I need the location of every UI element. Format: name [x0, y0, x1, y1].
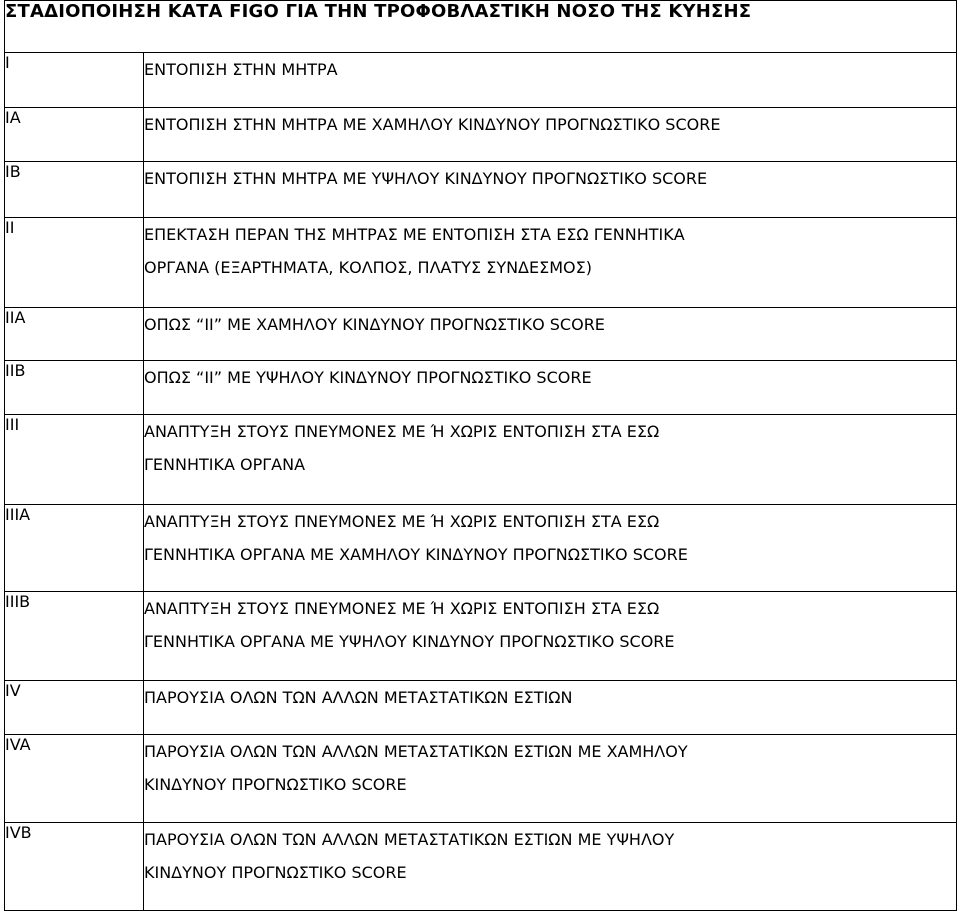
table-row	[5, 162, 957, 218]
table-row	[5, 361, 957, 415]
stage-description	[144, 415, 957, 505]
stage-label: III	[5, 415, 144, 505]
stage-description	[144, 505, 957, 592]
description-line: ΓΕΝΝΗΤΙΚΑ ΟΡΓΑΝΑ	[144, 455, 306, 474]
table-row	[5, 53, 957, 108]
table-row	[5, 218, 957, 308]
stage-label: IIA	[5, 308, 144, 361]
stage-label: IVB	[5, 823, 144, 911]
description-line: ΑΝΑΠΤΥΞΗ ΣΤΟΥΣ ΠΝΕΥΜΟΝΕΣ ΜΕ Ή ΧΩΡΙΣ ΕΝΤΟΠΙΣΗ ΣΤΑ ΕΣΩ	[144, 512, 660, 531]
stage-label: IVA	[5, 735, 144, 823]
stage-description	[144, 735, 957, 823]
stage-description	[144, 108, 957, 162]
stage-label: IV	[5, 681, 144, 735]
stage-description	[144, 592, 957, 681]
stage-label: II	[5, 218, 144, 308]
stage-description	[144, 162, 957, 218]
stage-label: IIIA	[5, 505, 144, 592]
stage-label: IIB	[5, 361, 144, 415]
description-line: ΕΝΤΟΠΙΣΗ ΣΤΗΝ ΜΗΤΡΑ	[144, 60, 338, 79]
description-line: ΚΙΝΔΥΝΟΥ ΠΡΟΓΝΩΣΤΙΚΟ SCORE	[144, 863, 407, 882]
table-row	[5, 681, 957, 735]
figo-staging-table	[4, 0, 957, 911]
title-row	[5, 1, 957, 53]
document	[4, 0, 956, 918]
description-line: ΕΠΕΚΤΑΣΗ ΠΕΡΑΝ ΤΗΣ ΜΗΤΡΑΣ ΜΕ ΕΝΤΟΠΙΣΗ ΣΤΑ ΕΣΩ ΓΕΝΝΗΤΙΚΑ	[144, 225, 685, 244]
stage-description	[144, 361, 957, 415]
description-line: ΓΕΝΝΗΤΙΚΑ ΟΡΓΑΝΑ ΜΕ ΧΑΜΗΛΟΥ ΚΙΝΔΥΝΟΥ ΠΡΟΓΝΩΣΤΙΚΟ SCORE	[144, 545, 688, 564]
description-line: ΚΙΝΔΥΝΟΥ ΠΡΟΓΝΩΣΤΙΚΟ SCORE	[144, 775, 407, 794]
description-line: ΟΡΓΑΝΑ (ΕΞΑΡΤΗΜΑΤΑ, ΚΟΛΠΟΣ, ΠΛΑΤΥΣ ΣΥΝΔΕΣΜΟΣ)	[144, 258, 592, 277]
description-line: ΠΑΡΟΥΣΙΑ ΟΛΩΝ ΤΩΝ ΑΛΛΩΝ ΜΕΤΑΣΤΑΤΙΚΩΝ ΕΣΤΙΩΝ	[144, 688, 573, 707]
table-row	[5, 108, 957, 162]
table-row	[5, 823, 957, 911]
description-line: ΑΝΑΠΤΥΞΗ ΣΤΟΥΣ ΠΝΕΥΜΟΝΕΣ ΜΕ Ή ΧΩΡΙΣ ΕΝΤΟΠΙΣΗ ΣΤΑ ΕΣΩ	[144, 599, 660, 618]
table-row	[5, 308, 957, 361]
stage-description	[144, 218, 957, 308]
description-line: ΕΝΤΟΠΙΣΗ ΣΤΗΝ ΜΗΤΡΑ ΜΕ ΧΑΜΗΛΟΥ ΚΙΝΔΥΝΟΥ ΠΡΟΓΝΩΣΤΙΚΟ SCORE	[144, 115, 721, 134]
description-line: ΓΕΝΝΗΤΙΚΑ ΟΡΓΑΝΑ ΜΕ ΥΨΗΛΟΥ ΚΙΝΔΥΝΟΥ ΠΡΟΓΝΩΣΤΙΚΟ SCORE	[144, 632, 675, 651]
stage-description	[144, 53, 957, 108]
table-row	[5, 592, 957, 681]
stage-label: IIIB	[5, 592, 144, 681]
description-line: ΕΝΤΟΠΙΣΗ ΣΤΗΝ ΜΗΤΡΑ ΜΕ ΥΨΗΛΟΥ ΚΙΝΔΥΝΟΥ ΠΡΟΓΝΩΣΤΙΚΟ SCORE	[144, 169, 708, 188]
table-row	[5, 415, 957, 505]
stage-label: I	[5, 53, 144, 108]
stage-description	[144, 823, 957, 911]
stage-label: IA	[5, 108, 144, 162]
description-line: ΠΑΡΟΥΣΙΑ ΟΛΩΝ ΤΩΝ ΑΛΛΩΝ ΜΕΤΑΣΤΑΤΙΚΩΝ ΕΣΤΙΩΝ ΜΕ ΥΨΗΛΟΥ	[144, 830, 675, 849]
description-line: ΟΠΩΣ “ΙΙ” ΜΕ ΥΨΗΛΟΥ ΚΙΝΔΥΝΟΥ ΠΡΟΓΝΩΣΤΙΚΟ SCORE	[144, 368, 592, 387]
stage-label: IB	[5, 162, 144, 218]
description-line: ΠΑΡΟΥΣΙΑ ΟΛΩΝ ΤΩΝ ΑΛΛΩΝ ΜΕΤΑΣΤΑΤΙΚΩΝ ΕΣΤΙΩΝ ΜΕ ΧΑΜΗΛΟΥ	[144, 742, 688, 761]
description-line: ΟΠΩΣ “ΙΙ” ΜΕ ΧΑΜΗΛΟΥ ΚΙΝΔΥΝΟΥ ΠΡΟΓΝΩΣΤΙΚΟ SCORE	[144, 315, 605, 334]
stage-description	[144, 308, 957, 361]
table-row	[5, 505, 957, 592]
table-row	[5, 735, 957, 823]
stage-description	[144, 681, 957, 735]
description-line: ΑΝΑΠΤΥΞΗ ΣΤΟΥΣ ΠΝΕΥΜΟΝΕΣ ΜΕ Ή ΧΩΡΙΣ ΕΝΤΟΠΙΣΗ ΣΤΑ ΕΣΩ	[144, 422, 660, 441]
table-title: ΣΤΑΔΙΟΠΟΙΗΣΗ ΚΑΤΑ FIGO ΓΙΑ ΤΗΝ ΤΡΟΦΟΒΛΑΣΤΙΚΗ ΝΟΣΟ ΤΗΣ ΚΥΗΣΗΣ	[5, 1, 957, 53]
